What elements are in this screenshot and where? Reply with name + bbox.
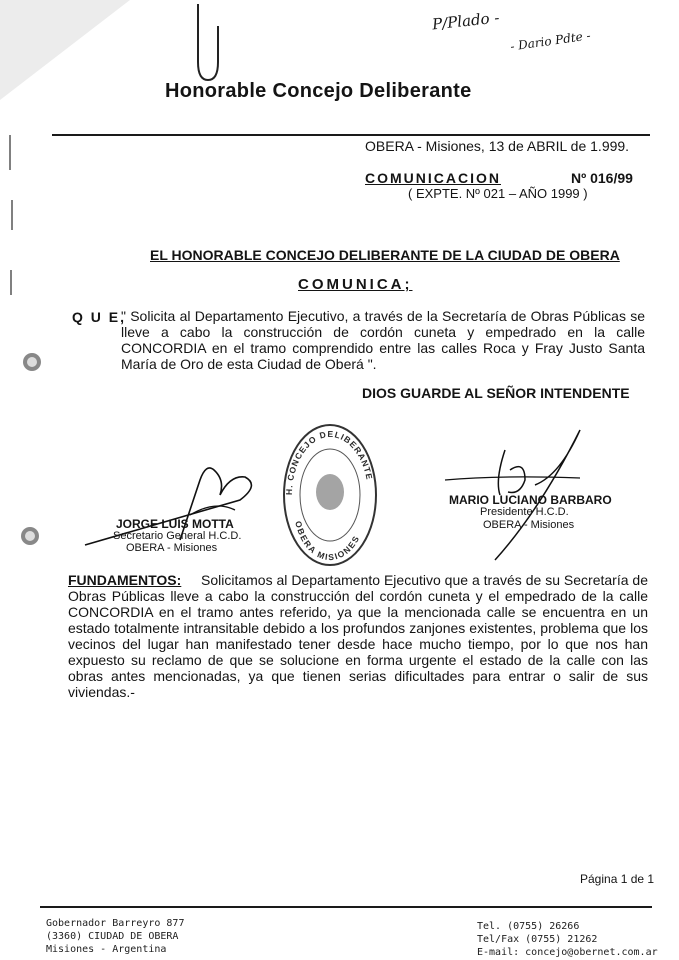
comunica-heading: COMUNICA; [298,276,413,293]
footer-email: E-mail: concejo@obernet.com.ar [477,947,658,958]
seal-text-bottom: OBERA MISIONES [293,519,362,563]
official-seal [280,420,380,570]
coat-of-arms-icon [316,474,344,510]
signatory-right-name: MARIO LUCIANO BARBARO [449,493,612,507]
footer-address-line: Gobernador Barreyro 877 [46,918,185,929]
signatory-right-place: OBERA - Misiones [483,519,575,531]
signatory-left-place: OBERA - Misiones [126,542,218,554]
document-heading: EL HONORABLE CONCEJO DELIBERANTE DE LA CIUDAD DE OBERA [150,247,620,263]
que-text: " Solicita al Departamento Ejecutivo, a través de la Secretaría de Obras Públicas se lleve a cabo la construcción de cordón cuneta y empedrado en la calle CONCORDIA en el tramo comprendido entre las calles Roca y Fray Justo Santa María de Oro de esta Ciudad de Oberá ". [121,308,645,372]
que-label: Q U E, [72,309,127,325]
closing-line: DIOS GUARDE AL SEÑOR INTENDENTE [362,385,630,401]
signatory-left-name: JORGE LUIS MOTTA [116,517,234,531]
header-divider [52,134,650,136]
communication-label: COMUNICACION [365,170,501,186]
scan-corner-shadow [0,0,140,110]
footer-address [46,917,184,956]
page-number: Página 1 de 1 [580,872,655,886]
date-line: OBERA - Misiones, 13 de ABRIL de 1.999. [365,138,630,154]
communication-number: Nº 016/99 [571,170,633,186]
fundamentos-label: FUNDAMENTOS: [68,572,182,588]
handwritten-note: P/Plado - [431,8,501,34]
institution-title: Honorable Concejo Deliberante [165,80,472,102]
signatory-right-role: Presidente H.C.D. [480,506,569,518]
footer-telfax: Tel/Fax (0755) 21262 [477,934,598,945]
binder-holes [0,130,45,550]
footer-tel: Tel. (0755) 26266 [477,921,580,932]
footer-contact [477,920,658,959]
seal-text-top: H. CONCEJO DELIBERANTE [283,428,375,496]
fundamentos-text: Solicitamos al Departamento Ejecutivo que a través de su Secretaría de Obras Públicas lleve a cabo la construcción del cordón cuneta y el empedrado de la calle CONCORDIA en el tramo antes referido, ya que la mencionada calle se encuentra en un estado totalmente intransitable debido a los profundos zanjones existentes, problema que los vecinos del lugar han manifestado tener desde hace mucho tiempo, por lo que nos han expuesto su reclamo de que se solucione en forma urgente el estado de la calle con las obras antes mencionadas, ya que tienen serias dificultades para entrar o salir de sus viviendas.- [68,572,648,700]
signatory-left-role: Secretario General H.C.D. [113,530,242,542]
footer-divider [40,906,652,908]
handwritten-note-signature: - Dario Pdte - [509,28,592,54]
paper-clip-mark [188,0,228,90]
footer-address-line: Misiones - Argentina [46,944,167,955]
expediente-line: ( EXPTE. Nº 021 – AÑO 1999 ) [408,186,588,201]
footer-address-line: (3360) CIUDAD DE OBERA [46,931,179,942]
